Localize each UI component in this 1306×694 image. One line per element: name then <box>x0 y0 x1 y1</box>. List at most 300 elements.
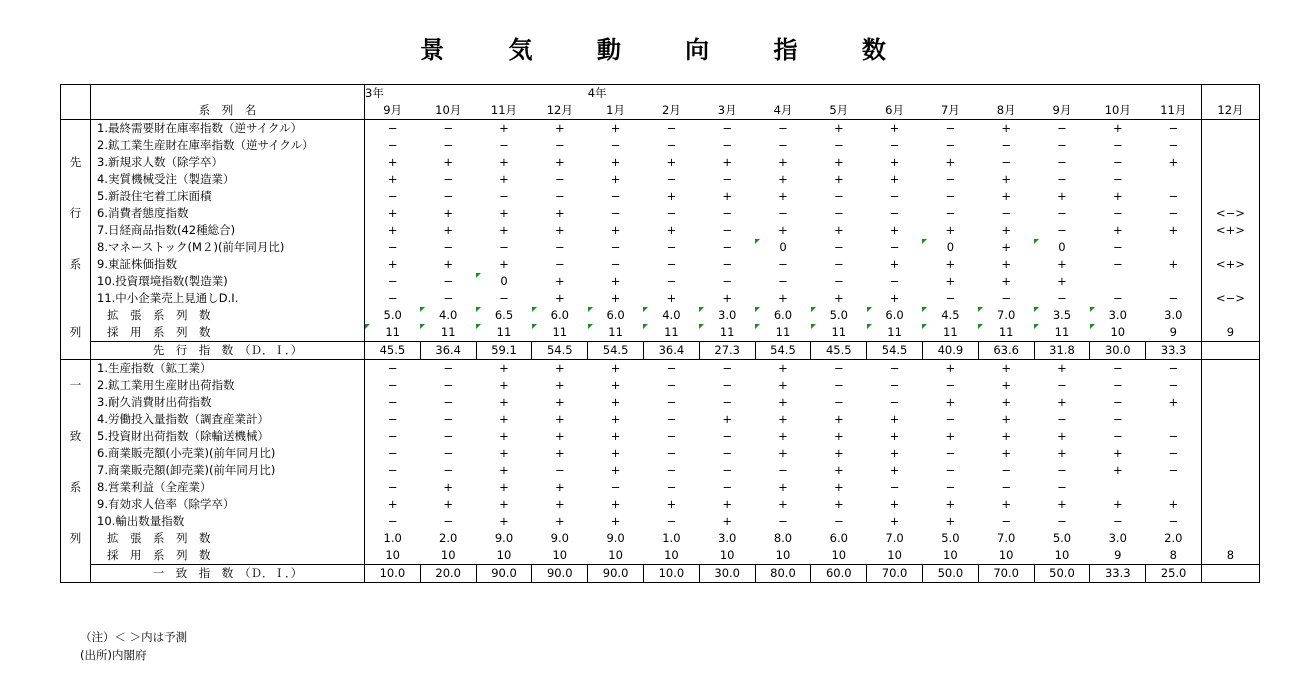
section-side-cell: 行 <box>61 205 91 222</box>
value-cell <box>699 324 755 342</box>
value-cell <box>1090 530 1146 547</box>
value-text: + <box>1057 497 1067 511</box>
value-text: + <box>833 155 844 169</box>
value-cell <box>1090 290 1146 307</box>
value-cell <box>978 530 1034 547</box>
series-name: 11.中小企業売上見通しD.I. <box>91 290 365 307</box>
section-side-cell <box>61 394 91 411</box>
value-cell <box>699 171 755 188</box>
value-cell <box>588 428 644 445</box>
value-cell <box>922 188 978 205</box>
value-text: − <box>443 274 454 288</box>
value-text: + <box>1001 121 1011 135</box>
value-text: + <box>1001 257 1011 271</box>
value-text: − <box>1001 206 1011 220</box>
value-text: − <box>833 257 844 271</box>
value-text: 6.5 <box>494 308 514 322</box>
value-cell <box>922 411 978 428</box>
value-cell <box>643 205 699 222</box>
comment-marker <box>365 324 370 329</box>
value-text: + <box>778 155 788 169</box>
value-cell <box>1034 307 1090 324</box>
value-text: + <box>1001 412 1011 426</box>
value-text: − <box>1112 172 1123 186</box>
value-cell <box>476 324 532 342</box>
comment-marker <box>476 324 481 329</box>
value-cell <box>1090 188 1146 205</box>
value-text: − <box>387 138 398 152</box>
value-cell <box>365 239 421 256</box>
value-text: + <box>554 223 565 237</box>
series-name: 2.鉱工業用生産財出荷指数 <box>91 377 365 394</box>
value-text: − <box>722 257 732 271</box>
value-text: − <box>666 378 677 392</box>
value-text: − <box>443 429 454 443</box>
value-text: − <box>722 446 732 460</box>
value-text: − <box>1112 378 1123 392</box>
value-text: 11 <box>998 325 1014 339</box>
value-cell <box>420 496 476 513</box>
di-value: 33.3 <box>1146 342 1202 360</box>
value-text: + <box>945 395 956 409</box>
value-cell <box>922 428 978 445</box>
value-cell <box>588 360 644 378</box>
value-text: + <box>666 189 677 203</box>
prediction-cell: <−> <box>1201 290 1259 307</box>
value-cell <box>643 222 699 239</box>
comment-marker <box>1090 324 1095 329</box>
value-cell <box>420 239 476 256</box>
era-cell <box>1090 85 1146 103</box>
di-value: 36.4 <box>420 342 476 360</box>
value-text: 2.0 <box>1164 531 1183 545</box>
value-cell <box>1090 171 1146 188</box>
value-text: + <box>554 121 565 135</box>
di-value: 90.0 <box>532 565 588 583</box>
value-text: − <box>666 412 677 426</box>
series-name: 3.耐久消費財出荷指数 <box>91 394 365 411</box>
value-text: + <box>443 223 454 237</box>
di-pred-cell <box>1201 565 1259 583</box>
value-text: − <box>666 429 677 443</box>
value-cell <box>978 137 1034 154</box>
month-header: 9月 <box>1034 102 1090 120</box>
value-cell <box>755 137 811 154</box>
value-cell <box>922 273 978 290</box>
value-text: − <box>722 480 732 494</box>
value-cell <box>588 273 644 290</box>
value-text: + <box>610 514 621 528</box>
di-value: 27.3 <box>699 342 755 360</box>
value-text: + <box>554 395 565 409</box>
value-cell <box>588 256 644 273</box>
value-text: − <box>387 274 398 288</box>
value-cell <box>588 394 644 411</box>
month-header: 8月 <box>978 102 1034 120</box>
value-text: − <box>666 274 677 288</box>
value-cell <box>1034 290 1090 307</box>
table-row <box>61 394 1260 411</box>
value-text: + <box>1001 361 1011 375</box>
value-cell <box>643 394 699 411</box>
section-side-cell <box>61 513 91 530</box>
value-cell <box>365 428 421 445</box>
value-cell <box>922 479 978 496</box>
value-cell <box>532 360 588 378</box>
value-cell <box>365 188 421 205</box>
value-cell <box>811 513 867 530</box>
value-text: − <box>722 274 732 288</box>
value-text: + <box>778 429 788 443</box>
value-text: 11 <box>719 325 735 339</box>
month-header: 1月 <box>588 102 644 120</box>
value-cell <box>420 547 476 565</box>
value-cell <box>699 530 755 547</box>
value-text: − <box>945 172 956 186</box>
value-text: + <box>1112 223 1123 237</box>
value-cell <box>811 479 867 496</box>
header-month-row <box>61 102 1260 120</box>
value-text: + <box>387 223 398 237</box>
value-cell <box>867 307 923 324</box>
value-text: + <box>499 395 509 409</box>
value-text: − <box>722 206 732 220</box>
value-text: + <box>1057 257 1067 271</box>
value-cell <box>867 411 923 428</box>
value-cell <box>1146 445 1202 462</box>
value-cell <box>755 411 811 428</box>
value-cell <box>699 290 755 307</box>
value-text: − <box>889 378 900 392</box>
value-cell <box>755 445 811 462</box>
value-cell <box>699 188 755 205</box>
value-cell <box>922 445 978 462</box>
value-text: 11 <box>831 325 847 339</box>
value-text: 0 <box>946 240 955 254</box>
era-cell <box>811 85 867 103</box>
value-cell <box>532 547 588 565</box>
value-text: − <box>666 463 677 477</box>
value-cell <box>1146 290 1202 307</box>
value-cell <box>867 154 923 171</box>
prediction-cell <box>1201 462 1259 479</box>
series-name: 3.新規求人数（除学卒） <box>91 154 365 171</box>
value-cell <box>922 205 978 222</box>
value-cell <box>1034 154 1090 171</box>
comment-marker <box>532 324 537 329</box>
table-row <box>61 171 1260 188</box>
value-text: − <box>443 240 454 254</box>
era-cell <box>922 85 978 103</box>
value-cell <box>867 205 923 222</box>
value-cell <box>922 239 978 256</box>
value-cell <box>1146 171 1202 188</box>
value-cell <box>699 411 755 428</box>
value-text: + <box>1168 155 1179 169</box>
value-cell <box>476 171 532 188</box>
table-row <box>61 307 1260 324</box>
value-text: − <box>387 361 398 375</box>
comment-marker <box>922 239 927 244</box>
comment-marker <box>420 307 425 312</box>
value-cell <box>365 445 421 462</box>
section-side-cell <box>61 273 91 290</box>
value-cell <box>365 205 421 222</box>
value-text: + <box>1168 497 1179 511</box>
value-cell <box>420 360 476 378</box>
value-text: − <box>833 514 844 528</box>
era-cell <box>643 85 699 103</box>
value-text: + <box>1001 378 1011 392</box>
value-text: + <box>889 121 900 135</box>
table-row <box>61 154 1260 171</box>
value-text: − <box>387 480 398 494</box>
value-cell <box>365 307 421 324</box>
value-text: + <box>443 257 454 271</box>
table-row <box>61 530 1260 547</box>
value-cell <box>978 120 1034 138</box>
value-text: − <box>1057 121 1067 135</box>
value-cell <box>755 239 811 256</box>
value-cell <box>643 324 699 342</box>
di-value: 10.0 <box>643 565 699 583</box>
value-cell <box>978 462 1034 479</box>
di-value: 25.0 <box>1146 565 1202 583</box>
value-cell <box>811 377 867 394</box>
value-text: 10 <box>943 548 958 562</box>
value-cell <box>365 513 421 530</box>
value-text: 11 <box>775 325 791 339</box>
value-text: 11 <box>440 325 456 339</box>
value-cell <box>978 411 1034 428</box>
value-cell <box>1090 513 1146 530</box>
value-cell <box>1090 273 1146 290</box>
section-side-cell: 列 <box>61 530 91 547</box>
value-text: + <box>1001 172 1011 186</box>
value-cell <box>643 273 699 290</box>
value-cell <box>476 479 532 496</box>
value-text: − <box>1168 514 1179 528</box>
value-text: − <box>499 240 509 254</box>
value-cell <box>532 239 588 256</box>
value-cell <box>755 496 811 513</box>
comment-marker <box>699 307 704 312</box>
value-text: − <box>443 514 454 528</box>
value-text: 6.0 <box>773 308 793 322</box>
value-cell <box>476 428 532 445</box>
prediction-cell <box>1201 120 1259 138</box>
value-cell <box>1034 222 1090 239</box>
value-cell <box>420 479 476 496</box>
value-text: + <box>554 291 565 305</box>
value-cell <box>978 273 1034 290</box>
value-cell <box>420 530 476 547</box>
month-header: 5月 <box>811 102 867 120</box>
value-cell <box>1090 445 1146 462</box>
month-header: 10月 <box>420 102 476 120</box>
value-text: − <box>945 121 956 135</box>
value-cell <box>867 222 923 239</box>
value-text: + <box>833 121 844 135</box>
value-text: 10 <box>887 548 902 562</box>
table-row <box>61 256 1260 273</box>
value-cell <box>922 137 978 154</box>
value-cell <box>365 462 421 479</box>
value-cell <box>588 205 644 222</box>
value-cell <box>1146 205 1202 222</box>
value-text: 3.0 <box>718 308 737 322</box>
value-text: 0 <box>1058 240 1066 254</box>
value-cell <box>532 479 588 496</box>
value-cell <box>1146 324 1202 342</box>
series-name: 拡 張 系 列 数 <box>91 307 365 324</box>
value-text: − <box>443 291 454 305</box>
value-text: + <box>722 189 732 203</box>
value-text: − <box>722 240 732 254</box>
value-text: + <box>554 497 565 511</box>
di-label: 一 致 指 数 （Ｄ．Ｉ．） <box>91 565 365 583</box>
value-text: + <box>1057 429 1067 443</box>
value-cell <box>643 428 699 445</box>
value-cell <box>476 290 532 307</box>
value-text: + <box>778 446 788 460</box>
di-value: 70.0 <box>867 565 923 583</box>
prediction-cell <box>1201 530 1259 547</box>
table-row <box>61 360 1260 378</box>
value-text: + <box>945 429 956 443</box>
series-name: 7.商業販売額(卸売業)(前年同月比) <box>91 462 365 479</box>
value-cell <box>532 120 588 138</box>
value-text: + <box>443 480 454 494</box>
value-text: 4.5 <box>941 308 960 322</box>
value-cell <box>588 188 644 205</box>
series-name: 9.東証株価指数 <box>91 256 365 273</box>
month-header: 11月 <box>476 102 532 120</box>
di-value: 45.5 <box>811 342 867 360</box>
value-cell <box>643 290 699 307</box>
value-cell <box>867 188 923 205</box>
table-row <box>61 428 1260 445</box>
value-cell <box>1146 496 1202 513</box>
series-name: 7.日経商品指数(42種総合) <box>91 222 365 239</box>
section-side-cell <box>61 342 91 360</box>
comment-marker <box>755 307 760 312</box>
value-text: − <box>833 378 844 392</box>
value-cell <box>476 462 532 479</box>
value-text: 6.0 <box>829 531 848 545</box>
value-text: + <box>499 121 509 135</box>
series-name: 4.実質機械受注（製造業） <box>91 171 365 188</box>
value-text: 5.0 <box>1052 531 1072 545</box>
value-text: + <box>499 257 509 271</box>
value-text: − <box>945 189 956 203</box>
value-text: + <box>499 172 509 186</box>
value-text: − <box>945 206 956 220</box>
comment-marker <box>811 324 816 329</box>
value-text: + <box>610 463 621 477</box>
di-value: 60.0 <box>811 565 867 583</box>
value-cell <box>922 496 978 513</box>
value-cell <box>755 273 811 290</box>
value-cell <box>699 154 755 171</box>
value-cell <box>811 137 867 154</box>
value-cell <box>476 273 532 290</box>
value-text: + <box>554 514 565 528</box>
value-text: 6.0 <box>550 308 569 322</box>
comment-marker <box>588 324 593 329</box>
month-header: 6月 <box>867 102 923 120</box>
comment-marker <box>755 239 760 244</box>
value-text: − <box>610 189 621 203</box>
value-cell <box>922 222 978 239</box>
value-cell <box>699 479 755 496</box>
prediction-cell: <−> <box>1201 205 1259 222</box>
prediction-cell <box>1201 188 1259 205</box>
value-cell <box>1034 273 1090 290</box>
value-cell <box>532 428 588 445</box>
value-cell <box>643 479 699 496</box>
value-text: − <box>889 274 900 288</box>
value-cell <box>420 154 476 171</box>
value-cell <box>867 360 923 378</box>
value-text: − <box>778 463 788 477</box>
value-text: − <box>1057 172 1067 186</box>
value-text: − <box>889 189 900 203</box>
value-text: − <box>443 463 454 477</box>
di-value: 54.5 <box>867 342 923 360</box>
value-text: − <box>666 361 677 375</box>
value-cell <box>532 530 588 547</box>
value-text: − <box>889 240 900 254</box>
value-text: + <box>945 257 956 271</box>
value-cell <box>1034 445 1090 462</box>
value-cell <box>755 530 811 547</box>
value-text: 9.0 <box>550 531 569 545</box>
value-text: + <box>387 497 398 511</box>
value-text: + <box>554 446 565 460</box>
comment-marker <box>476 307 481 312</box>
month-header: 7月 <box>922 102 978 120</box>
value-cell <box>699 239 755 256</box>
value-text: − <box>443 378 454 392</box>
value-cell <box>365 530 421 547</box>
value-text: + <box>889 463 900 477</box>
value-cell <box>1090 307 1146 324</box>
value-text: + <box>1001 497 1011 511</box>
value-text: + <box>610 497 621 511</box>
comment-marker <box>699 324 704 329</box>
value-text: − <box>443 172 454 186</box>
table-row <box>61 188 1260 205</box>
value-cell <box>1146 137 1202 154</box>
section-side-cell <box>61 462 91 479</box>
value-cell <box>922 324 978 342</box>
value-cell <box>588 547 644 565</box>
series-name: 8.営業利益（全産業） <box>91 479 365 496</box>
value-cell <box>420 445 476 462</box>
di-row <box>61 342 1260 360</box>
value-cell <box>867 273 923 290</box>
value-text: − <box>1112 514 1123 528</box>
value-cell <box>699 222 755 239</box>
value-text: + <box>1057 189 1067 203</box>
value-text: − <box>778 138 788 152</box>
value-text: + <box>1001 429 1011 443</box>
value-cell <box>922 290 978 307</box>
footnote-prediction: （注）＜ ＞内は予測 <box>80 630 188 644</box>
di-label: 先 行 指 数 （Ｄ．Ｉ．） <box>91 342 365 360</box>
value-text: 7.0 <box>885 531 904 545</box>
